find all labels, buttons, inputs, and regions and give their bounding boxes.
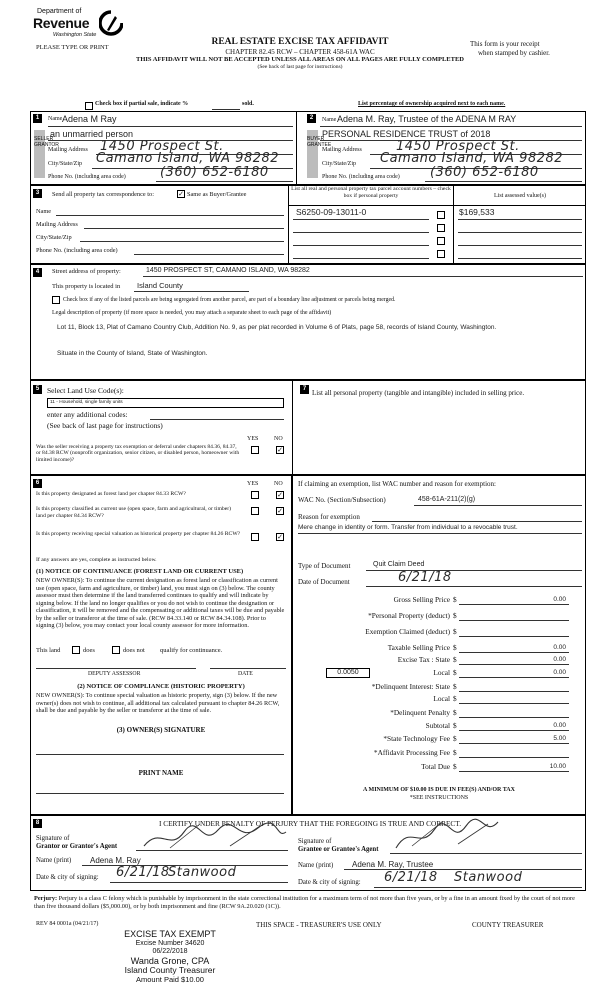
same-as-buyer-checkbox[interactable]: ✓ <box>178 190 184 198</box>
forest-question: Is this property designated as forest land per chapter 84.33 RCW? <box>36 491 186 497</box>
notice-compliance-title: (2) NOTICE OF COMPLIANCE (HISTORIC PROPERTY) <box>77 683 245 690</box>
sec5-no-checkbox[interactable]: ✓ <box>277 446 283 454</box>
historic-yes-checkbox[interactable] <box>251 533 259 541</box>
stamp-treasurer-title: Island County Treasurer <box>124 965 216 975</box>
notice-continuance-title: (1) NOTICE OF CONTINUANCE (FOREST LAND OR CURRENT USE) <box>36 568 244 575</box>
this-land: This land <box>36 647 61 654</box>
grantee-sig-label-1: Signature of <box>298 838 332 845</box>
fee-label: Exemption Claimed (deduct) <box>365 627 450 636</box>
forest-yes-checkbox[interactable] <box>251 491 259 499</box>
street-label: Street address of property: <box>52 268 121 275</box>
county-name[interactable]: Island County <box>137 281 183 290</box>
buyer-addr-label: Mailing Address <box>322 147 362 153</box>
partial-sale-label: Check box if partial sale, indicate % <box>95 101 189 107</box>
see-back: (See back of last page for instructions) <box>257 64 343 70</box>
dept-revenue: Revenue <box>33 15 90 31</box>
fee-label: Gross Selling Price <box>393 595 450 604</box>
dollar-sign: $ <box>453 668 457 677</box>
seller-phone[interactable]: (360) 652-6180 <box>160 165 269 180</box>
grantee-signature <box>392 818 502 852</box>
sec6-no: NO <box>274 481 283 487</box>
dollar-sign: $ <box>453 595 457 604</box>
perjury-text: Perjury is a class C felony which is punishable by imprisonment in the state correctional institution for a maximum term of not more than five years, or by a fine in an amount fixed by the court of not more than five thousand dollars ($5,000.00), or by both imprisonment and fine (RCW 9A.20.020 (1C)). <box>34 895 575 910</box>
fee-label: *Delinquent Interest: State <box>371 682 450 691</box>
historic-no-checkbox[interactable]: ✓ <box>277 533 283 541</box>
corr-city-label: City/State/Zip <box>36 234 72 241</box>
buyer-address[interactable]: 1450 Prospect St. <box>396 139 520 154</box>
local-rate[interactable]: 0.0050 <box>337 669 359 676</box>
section-6-number: 6 <box>33 479 42 488</box>
stamp-date: 06/22/2018 <box>152 948 188 955</box>
segregate-label: Check box if any of the listed parcels are being segregated from another parcel, are part of a boundary line adjustment or parcels being merged. <box>63 297 396 303</box>
dor-logo-icon <box>99 10 123 36</box>
dollar-sign: $ <box>453 721 457 730</box>
dollar-sign: $ <box>453 611 457 620</box>
current-use-question: Is this property classified as current use (open space, farm and agricultural, or timber) land per chapter 84.34 RCW? <box>36 506 232 519</box>
buyer-name[interactable]: Adena M. Ray, Trustee of the ADENA M RAY <box>337 114 517 124</box>
perjury-label: Perjury: <box>34 895 58 902</box>
section-5-number: 5 <box>33 385 42 394</box>
street-address[interactable]: 1450 PROSPECT ST, CAMANO ISLAND, WA 98282 <box>146 267 310 274</box>
county-treasurer: COUNTY TREASURER <box>472 921 544 929</box>
dept-state: Washington State <box>53 32 97 38</box>
notice-compliance-body: NEW OWNER(S): To continue special valuation as historic property, sign (3) below. If the new owner(s) does not wish to continue, all additional tax calculated pursuant to chapter 84.26 RCW, shall be due and payable by the seller or transferor at the time of sale. <box>36 692 280 715</box>
does-not-label: does not <box>123 647 145 654</box>
buyer-sign-city[interactable]: Stanwood <box>454 870 523 885</box>
county-label: This property is located in <box>52 283 121 290</box>
form-title: REAL ESTATE EXCISE TAX AFFIDAVIT <box>211 37 389 47</box>
seller-city-label: City/State/Zip <box>48 161 82 167</box>
grantor-sig-label-1: Signature of <box>36 835 70 842</box>
buyer-print-name[interactable]: Adena M. Ray, Trustee <box>352 860 434 869</box>
owner-signature-title: (3) OWNER(S) SIGNATURE <box>116 726 206 734</box>
buyer-phone-label: Phone No. (including area code) <box>322 174 400 180</box>
grantor-signature <box>140 822 290 852</box>
section-2-number: 2 <box>307 114 316 123</box>
certify: I CERTIFY UNDER PENALTY OF PERJURY THAT THE FOREGOING IS TRUE AND CORRECT. <box>158 819 462 828</box>
reason-text[interactable]: Mere change in identity or form. Transfer from individual to a revocable trust. <box>298 524 518 531</box>
sec5-no: NO <box>274 436 283 442</box>
personal-property-checkbox-3[interactable] <box>437 237 445 245</box>
same-as-buyer-label: Same as Buyer/Grantee <box>187 191 247 198</box>
seller-print-label: Name (print) <box>36 857 72 864</box>
land-use-label: Select Land Use Code(s): <box>47 386 124 395</box>
personal-property-checkbox-2[interactable] <box>437 224 445 232</box>
stamp-exempt: EXCISE TAX EXEMPT <box>124 929 216 939</box>
deputy-assessor-label: DEPUTY ASSESSOR <box>88 671 141 677</box>
fee-label: Local <box>433 694 450 703</box>
buyer-city[interactable]: Camano Island, WA 98282 <box>380 151 564 166</box>
dollar-sign: $ <box>453 643 457 652</box>
legal-label: Legal description of property (if more space is needed, you may attach a separate sheet to each page of the affidavit) <box>52 310 332 316</box>
fee-value[interactable]: 0.00 <box>553 656 566 663</box>
dollar-sign: $ <box>453 655 457 664</box>
fee-value[interactable]: 5.00 <box>553 735 566 742</box>
list-pct: List percentage of ownership acquired next to each name. <box>358 101 506 107</box>
segregate-checkbox[interactable] <box>52 296 60 304</box>
seller-name-2[interactable]: an unmarried person <box>50 129 134 139</box>
doc-date-label: Date of Document <box>298 578 350 586</box>
seller-name-label: Name <box>48 116 63 122</box>
sec5-yes-checkbox[interactable] <box>251 446 259 454</box>
seller-name[interactable]: Adena M Ray <box>62 114 117 124</box>
seller-phone-label: Phone No. (including area code) <box>48 174 126 180</box>
form-warning: THIS AFFIDAVIT WILL NOT BE ACCEPTED UNLESS ALL AREAS ON ALL PAGES ARE FULLY COMPLETED <box>136 56 464 63</box>
parcel-header: List all real and personal property tax parcel account numbers – check box if personal property <box>291 186 451 199</box>
parcel-number[interactable]: S6250-09-13011-0 <box>296 207 367 217</box>
personal-property-checkbox-4[interactable] <box>437 250 445 258</box>
current-use-no-checkbox[interactable]: ✓ <box>277 507 283 515</box>
buyer-city-label: City/State/Zip <box>322 161 356 167</box>
seller-city[interactable]: Camano Island, WA 98282 <box>96 151 280 166</box>
dollar-sign: $ <box>453 627 457 636</box>
section-3-number: 3 <box>33 189 42 198</box>
corr-phone-label: Phone No. (including area code) <box>36 247 118 254</box>
please-type: PLEASE TYPE OR PRINT <box>36 44 109 51</box>
fee-label: *Personal Property (deduct) <box>368 611 450 620</box>
fee-label: Taxable Selling Price <box>387 643 450 652</box>
seller-sidebar: SELLER GRANTOR <box>34 130 45 178</box>
seller-sign-date[interactable]: 6/21/18 <box>116 865 170 880</box>
assessed-header: List assessed value(s) <box>494 193 546 199</box>
dollar-sign: $ <box>453 694 457 703</box>
buyer-sidebar: BUYER GRANTEE <box>307 130 318 178</box>
corr-addr-label: Mailing Address <box>36 221 78 228</box>
dollar-sign: $ <box>453 762 457 771</box>
dollar-sign: $ <box>453 734 457 743</box>
grantor-sig-label-2: Grantor or Grantor's Agent <box>36 843 118 850</box>
grantee-sig-label-2: Grantee or Grantee's Agent <box>298 846 379 853</box>
doc-type[interactable]: Quit Claim Deed <box>373 561 425 568</box>
receipt-2: when stamped by cashier. <box>478 49 550 57</box>
corr-name-label: Name <box>36 208 52 215</box>
send-correspondence: Send all property tax correspondence to: <box>52 191 154 198</box>
personal-property-checkbox-1[interactable] <box>437 211 445 219</box>
fee-label: Excise Tax : State <box>397 655 450 664</box>
forest-no-checkbox[interactable]: ✓ <box>277 491 283 499</box>
land-use-code[interactable]: 11 - Household, single family units <box>50 400 123 405</box>
treasurer-use: THIS SPACE - TREASURER'S USE ONLY <box>256 921 382 929</box>
fee-label: *Affidavit Processing Fee <box>373 748 450 757</box>
wac-label: WAC No. (Section/Subsection) <box>298 496 386 504</box>
buyer-name-2[interactable]: PERSONAL RESIDENCE TRUST of 2018 <box>322 129 491 139</box>
stamp-amount-paid: Amount Paid $10.00 <box>136 975 204 984</box>
partial-sale-checkbox[interactable] <box>85 102 93 110</box>
historic-question: Is this property receiving special valuation as historical property per chapter 84.26 RCW? <box>36 531 241 537</box>
fee-label: *State Technology Fee <box>383 734 450 743</box>
sold-label: sold. <box>242 101 254 107</box>
land-use-see: (See back of last page for instructions) <box>47 421 163 430</box>
dept-of: Department of <box>37 8 82 15</box>
does-label: does <box>83 647 95 654</box>
does-checkbox[interactable] <box>72 646 80 654</box>
fee-value[interactable]: 0.00 <box>553 596 566 603</box>
fee-label: Local <box>433 668 450 677</box>
buyer-name-label: Name <box>322 117 337 123</box>
fee-value[interactable]: 0.00 <box>553 722 566 729</box>
stamp-treasurer-name: Wanda Grone, CPA <box>130 956 210 966</box>
section-7-number: 7 <box>300 385 309 394</box>
section-6 <box>30 475 292 815</box>
buyer-date-label: Date & city of signing: <box>298 879 361 886</box>
current-use-yes-checkbox[interactable] <box>251 507 259 515</box>
wac-number[interactable]: 458-61A-211(2)(g) <box>418 496 476 503</box>
form-revision: REV 84 0001a (04/21/17) <box>36 921 99 927</box>
doc-type-label: Type of Document <box>298 562 351 570</box>
seller-address[interactable]: 1450 Prospect St. <box>100 139 224 154</box>
if-yes-instructions: If any answers are yes, complete as instructed below. <box>36 557 157 563</box>
legal-description[interactable]: Lot 11, Block 13, Plat of Camano Country Club, Addition No. 9, as per plat recorded in Volume 6 of Plats, page 58, records of Island County, Washington. <box>57 324 497 331</box>
reason-label: Reason for exemption <box>298 513 360 521</box>
dollar-sign: $ <box>453 682 457 691</box>
sec6-yes: YES <box>247 481 259 487</box>
assessed-value[interactable]: $169,533 <box>459 207 495 217</box>
print-name-label: PRINT NAME <box>138 769 184 777</box>
exemption-question: Was the seller receiving a property tax exemption or deferral under chapters 84.36, 84.37, or 84.38 RCW (nonprofit organization, senior citizen, or disabled person, homeowner with limited income)? <box>36 444 240 463</box>
personal-property-list: List all personal property (tangible and intangible) included in selling price. <box>312 389 525 397</box>
qualify-label: qualify for continuance. <box>160 647 223 654</box>
does-not-checkbox[interactable] <box>112 646 120 654</box>
notice-continuance-body: NEW OWNER(S): To continue the current designation as forest land or classification as current use (open space, farm and agriculture, or timber) land, you must sign on (3) below. The county assessor must then determine if the land transferred continues to qualify and will indicate by signing below. If the land no longer qualifies or you do not wish to continue the designation or classification, it will be removed and the compensating or additional taxes will be due and payable by the seller or transferor at the time of sale. (RCW 84.33.140 or RCW 84.34.108). Prior to signing (3) below, you may contact your local county assessor for more information. <box>36 577 285 630</box>
section-8-number: 8 <box>33 819 42 828</box>
fee-label: *Delinquent Penalty <box>390 708 450 717</box>
seller-date-label: Date & city of signing: <box>36 874 99 881</box>
fee-value[interactable]: 0.00 <box>553 644 566 651</box>
additional-codes-label: enter any additional codes: <box>47 410 128 419</box>
sec5-yes: YES <box>247 436 259 442</box>
claim-exemption: If claiming an exemption, list WAC number and reason for exemption: <box>298 480 496 488</box>
section-1-number: 1 <box>33 114 42 123</box>
form-chapter: CHAPTER 82.45 RCW – CHAPTER 458-61A WAC <box>225 48 375 56</box>
fee-value[interactable]: 10.00 <box>549 763 566 770</box>
perjury-notice <box>34 895 586 911</box>
minimum-due: A MINIMUM OF $10.00 IS DUE IN FEE(S) AND/OR TAX <box>363 787 515 793</box>
seller-addr-label: Mailing Address <box>48 147 88 153</box>
seller-print-name[interactable]: Adena M. Ray <box>90 856 141 865</box>
see-instructions: *SEE INSTRUCTIONS <box>409 795 469 801</box>
doc-date[interactable]: 6/21/18 <box>398 570 452 585</box>
section-4-number: 4 <box>33 268 42 277</box>
receipt-1: This form is your receipt <box>470 40 540 48</box>
fee-label: Total Due <box>421 762 450 771</box>
fee-value[interactable]: 0.00 <box>553 669 566 676</box>
dollar-sign: $ <box>453 708 457 717</box>
fee-label: Subtotal <box>425 721 450 730</box>
dollar-sign: $ <box>453 748 457 757</box>
stamp-excise-number: Excise Number 34620 <box>135 940 205 947</box>
buyer-phone[interactable]: (360) 652-6180 <box>430 165 539 180</box>
date-label: DATE <box>238 671 253 677</box>
situate[interactable]: Situate in the County of Island, State of Washington. <box>57 350 208 357</box>
section-4 <box>30 264 586 380</box>
buyer-print-label: Name (print) <box>298 862 334 869</box>
buyer-sign-date[interactable]: 6/21/18 <box>384 870 438 885</box>
seller-sign-city[interactable]: Stanwood <box>168 865 237 880</box>
